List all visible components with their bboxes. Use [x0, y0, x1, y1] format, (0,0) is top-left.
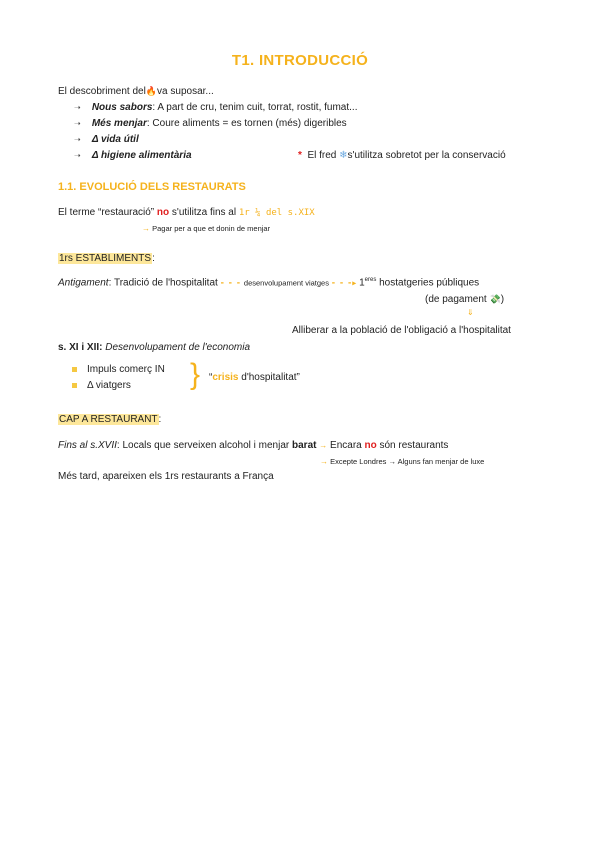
arrow-bullet-icon: ➝ [74, 103, 81, 112]
antigament-line [58, 277, 479, 288]
sxi-bold: s. XI i XII: [58, 342, 103, 353]
dashed-arrow: - - - [331, 277, 353, 289]
heading-colon: : [158, 414, 162, 425]
fire-icon: 🔥 [145, 86, 158, 96]
sub-arrow-icon: → [320, 457, 328, 466]
fins-rest: : Locals que serveixen alcohol i menjar [116, 440, 290, 451]
encara-word: Encara [330, 440, 362, 451]
intro-text-after: va suposar... [157, 86, 214, 97]
term-mid: s'utilitza fins al [171, 207, 237, 218]
bullet-label: Δ higiene alimentària [91, 150, 192, 161]
antigament-text: : Tradició de l'hospitalitat [108, 277, 218, 289]
mes-tard-text: Més tard, apareixen els 1rs restaurants a França [58, 471, 274, 482]
side-note [298, 150, 506, 161]
term-line [58, 207, 315, 218]
antigament-label: Antigament [58, 277, 109, 289]
pagament-close: ) [500, 294, 505, 305]
pagament-text: (de pagament [425, 294, 487, 305]
bullet-text: : Coure aliments = es tornen (més) digeribles [146, 118, 347, 129]
first-num: 1 [359, 277, 365, 289]
list-item [72, 380, 131, 391]
section-heading-evolucio: 1.1. EVOLUCIÓ DELS RESTAURATS [58, 181, 246, 193]
crisis-word: crisis [212, 372, 239, 383]
no-word: no [364, 440, 377, 451]
bullet-label: Δ vida útil [91, 134, 139, 145]
square-bullet-icon [72, 383, 77, 388]
bullet-higiene [74, 150, 192, 161]
excepte-text: Excepte Londres → Alguns fan menjar de luxe [330, 457, 485, 466]
side-note-after: s'utilitza sobretot per la conservació [347, 150, 506, 161]
crisis-open: “ [209, 372, 213, 383]
bullet-label: Més menjar [91, 118, 147, 129]
list-item-text: Δ viatgers [87, 380, 131, 391]
sxi-italic: Desenvolupament de l'economia [105, 342, 251, 353]
bullet-text: : A part de cru, tenim cuit, torrat, rostit, fumat... [152, 102, 358, 113]
term-no: no [156, 207, 170, 218]
bullet-label: Nous sabors [91, 102, 153, 113]
money-icon: 💸 [489, 294, 501, 304]
arrow-bullet-icon: ➝ [74, 135, 81, 144]
establiments-heading [58, 253, 155, 264]
heading-colon: : [152, 253, 155, 264]
square-bullet-icon [72, 367, 77, 372]
snowflake-icon: ❄ [339, 150, 348, 161]
crisis-line [209, 372, 300, 383]
term-before: El terme “restauració” [58, 207, 155, 218]
arrow-head-icon: ▸ [352, 278, 357, 288]
first-sup: eres [364, 277, 377, 283]
term-sub-line [142, 224, 270, 233]
curly-brace-icon: } [190, 358, 201, 391]
down-arrow-icon: ⇓ [467, 308, 474, 317]
first-rest: hostatgeries públiques [379, 277, 480, 289]
excepte-line [320, 457, 484, 466]
list-item-text: Impuls comerç IN [87, 364, 165, 375]
intro-text-before: El descobriment del [58, 86, 146, 97]
sxi-line [58, 342, 250, 353]
intro-line [58, 86, 214, 97]
cap-restaurant-heading [58, 414, 161, 425]
bullet-vida-util [74, 134, 139, 145]
son-restaurants: són restaurants [379, 440, 449, 451]
cap-restaurant-heading-text: CAP A RESTAURANT [59, 414, 158, 425]
pagament-line [425, 294, 504, 305]
term-sub: Pagar per a que et donin de menjar [152, 224, 271, 233]
bullet-mes-menjar [74, 118, 347, 129]
arrow-bullet-icon: ➝ [74, 119, 81, 128]
dev-viatges: desenvolupament viatges [243, 278, 329, 288]
dashed-arrow: - - - [220, 277, 242, 289]
asterisk: * [298, 150, 302, 161]
fins-line [58, 440, 448, 451]
establiments-heading-text: 1rs ESTABLIMENTS [59, 253, 152, 264]
arrow-icon: → [319, 441, 328, 450]
side-note-before: El fred [307, 150, 337, 161]
bullet-nous-sabors [74, 102, 357, 113]
page-title: T1. INTRODUCCIÓ [231, 52, 369, 69]
term-highlight: 1r ¼ del s.XIX [238, 208, 315, 218]
crisis-rest: d'hospitalitat” [241, 372, 300, 383]
alliberar-text: Alliberar a la població de l'obligació a l'hospitalitat [292, 325, 511, 336]
sub-arrow-icon: → [142, 224, 150, 233]
fins-italic: Fins al s.XVII [58, 440, 117, 451]
arrow-bullet-icon: ➝ [74, 151, 81, 160]
barat-word: barat [292, 440, 317, 451]
list-item [72, 364, 165, 375]
